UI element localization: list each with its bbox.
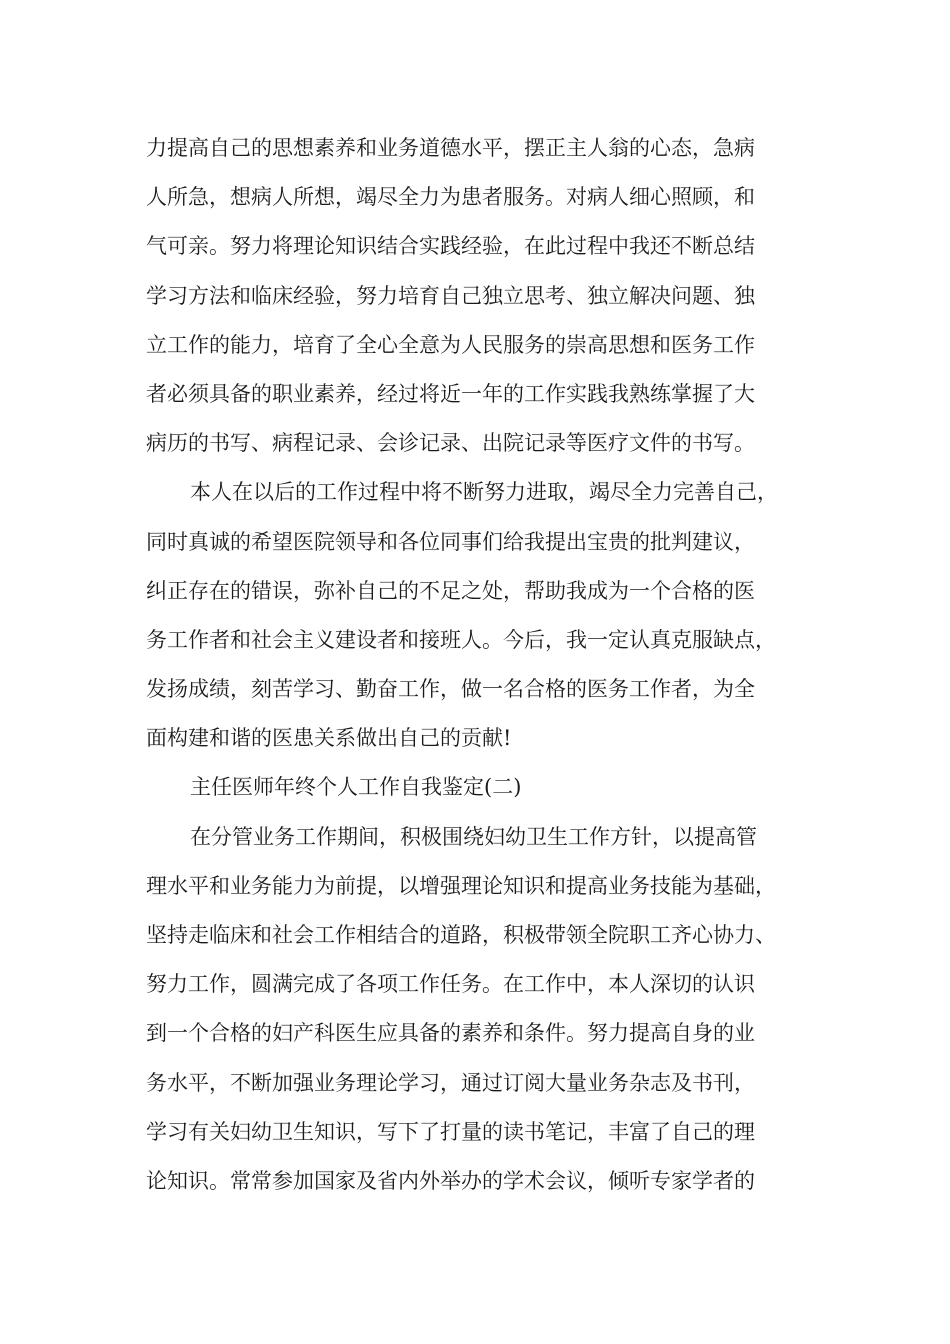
paragraph-line: 纠正存在的错误，弥补自己的不足之处，帮助我成为一个合格的医 [146,578,755,603]
paragraph-line: 务水平，不断加强业务理论学习，通过订阅大量业务杂志及书刊， [146,1070,755,1095]
paragraph-line: 论知识。常常参加国家及省内外举办的学术会议，倾听专家学者的 [146,1168,755,1193]
paragraph-line: 发扬成绩，刻苦学习、勤奋工作，做一名合格的医务工作者，为全 [146,677,755,702]
paragraph-line: 面构建和谐的医患关系做出自己的贡献! [146,726,512,751]
paragraph-line: 理水平和业务能力为前提，以增强理论知识和提高业务技能为基础， [146,873,776,898]
paragraph-line: 努力工作，圆满完成了各项工作任务。在工作中，本人深切的认识 [146,972,755,997]
paragraph-line: 者必须具备的职业素养，经过将近一年的工作实践我熟练掌握了大 [146,381,755,406]
document-body [146,124,846,1206]
section-heading: 主任医师年终个人工作自我鉴定(二) [190,775,522,800]
paragraph-line: 同时真诚的希望医院领导和各位同事们给我提出宝贵的批判建议， [146,529,755,554]
paragraph-line: 力提高自己的思想素养和业务道德水平，摆正主人翁的心态，急病 [146,136,755,160]
paragraph-line: 在分管业务工作期间，积极围绕妇幼卫生工作方针，以提高管 [190,824,757,849]
paragraph-line: 学习方法和临床经验，努力培育自己独立思考、独立解决问题、独 [146,283,755,308]
paragraph-line: 人所急，想病人所想，竭尽全力为患者服务。对病人细心照顾，和 [146,185,755,210]
paragraph-line: 立工作的能力，培育了全心全意为人民服务的崇高思想和医务工作 [146,332,755,357]
paragraph-line: 学习有关妇幼卫生知识，写下了打量的读书笔记，丰富了自己的理 [146,1119,755,1144]
paragraph-line: 病历的书写、病程记录、会诊记录、出院记录等医疗文件的书写。 [146,431,755,456]
paragraph-line: 气可亲。努力将理论知识结合实践经验，在此过程中我还不断总结 [146,234,755,259]
paragraph-line: 务工作者和社会主义建设者和接班人。今后，我一定认真克服缺点， [146,627,776,652]
paragraph-line: 本人在以后的工作过程中将不断努力进取，竭尽全力完善自己， [190,480,778,505]
paragraph-line: 到一个合格的妇产科医生应具备的素养和条件。努力提高自身的业 [146,1021,755,1046]
paragraph-line: 坚持走临床和社会工作相结合的道路，积极带领全院职工齐心协力、 [146,923,776,947]
